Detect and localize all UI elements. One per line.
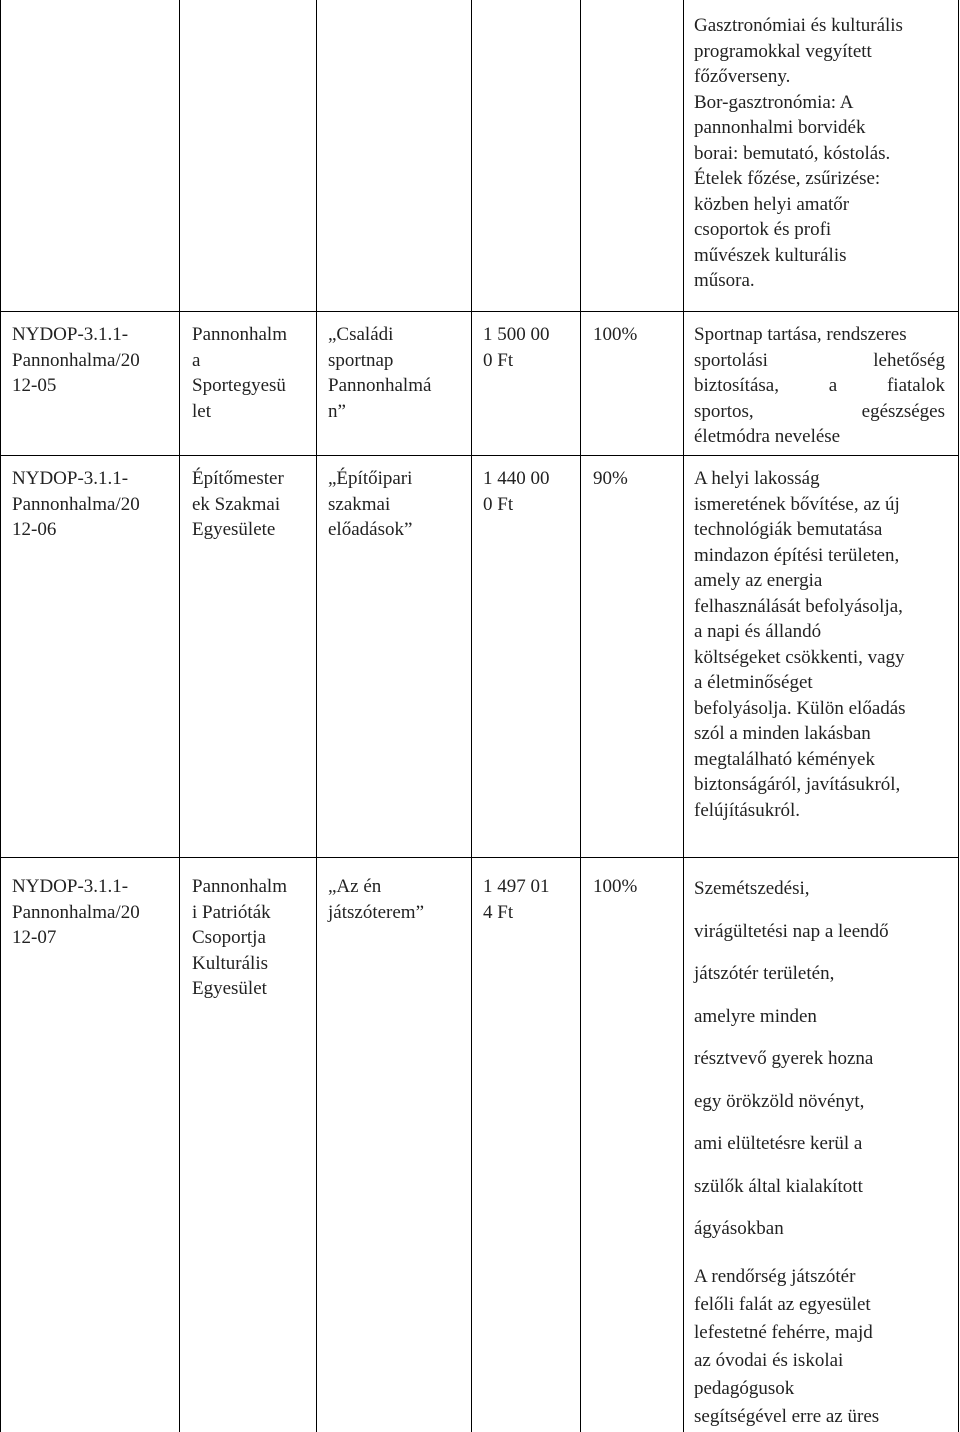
row3-description-part1: Szemétszedési, virágültetési nap a leendő játszótér területén, amelyre minden résztvevő gyerek hozna egy örökzöld növényt, ami elültetésre kerül a szülők által kialakított ágyásokban: [694, 878, 889, 1239]
row3-org: Pannonhalm i Patrióták Csoportja Kulturális Egyesület: [192, 876, 287, 999]
col-border-4: [580, 0, 581, 1432]
col-border-2: [316, 0, 317, 1432]
row1-description-line: sportolási lehetőség: [694, 349, 945, 371]
col-border-3: [471, 0, 472, 1432]
col-border-right: [958, 0, 959, 1432]
row1-program: „Családi sportnap Pannonhalmá n”: [328, 324, 432, 422]
row1-description-line: sportos, egészséges: [694, 400, 945, 422]
row1-description-line: Sportnap tartása, rendszeres: [694, 324, 907, 345]
row1-description: [694, 322, 945, 450]
row2-org: Építőmester ek Szakmai Egyesülete: [192, 468, 284, 540]
row3-id: NYDOP-3.1.1- Pannonhalma/20 12-07: [12, 876, 140, 948]
row3-program: „Az én játszóterem”: [328, 876, 425, 923]
row3-percent: 100%: [593, 876, 638, 897]
row1-percent: 100%: [593, 324, 638, 345]
row1-description-line: életmódra nevelése: [694, 426, 841, 447]
row2-description: A helyi lakosság ismeretének bővítése, az új technológiák bemutatása mindazon építési területen, amely az energia felhasználását befolyásolja, a napi és állandó költségeket csökkenti, vagy a életminőséget befolyásolja. Külön előadás szól a minden lakásban megtalálható kémények biztonságáról, javításukról, felújításukról.: [694, 468, 906, 821]
row1-amount: 1 500 00 0 Ft: [483, 324, 550, 371]
row-border-3: [0, 857, 959, 858]
row1-description-line: biztosítása, a fiatalok: [694, 375, 945, 396]
row1-id: NYDOP-3.1.1- Pannonhalma/20 12-05: [12, 324, 140, 396]
row1-org: Pannonhalm a Sportegyesü let: [192, 324, 287, 422]
row3-amount: 1 497 01 4 Ft: [483, 876, 550, 923]
row2-id: NYDOP-3.1.1- Pannonhalma/20 12-06: [12, 468, 140, 540]
row3-description-part2: A rendőrség játszótér felőli falát az egyesület lefestetné fehérre, majd az óvodai és iskolai pedagógusok segítségével erre az üres: [694, 1266, 880, 1427]
row-border-1: [0, 311, 959, 312]
row-border-2: [0, 455, 959, 456]
col-border-left: [0, 0, 1, 1432]
row2-program: „Építőipari szakmai előadások”: [328, 468, 413, 540]
col-border-1: [179, 0, 180, 1432]
row2-amount: 1 440 00 0 Ft: [483, 468, 550, 515]
col-border-5: [683, 0, 684, 1432]
row2-percent: 90%: [593, 468, 628, 489]
row0-description: Gasztronómiai és kulturális programokkal vegyített főzőverseny. Bor-gasztronómia: A pannonhalmi borvidék borai: bemutató, kóstolás. Ételek főzése, zsűrizése: közben helyi amatőr csoportok és profi művészek kulturális műsora.: [694, 15, 903, 291]
